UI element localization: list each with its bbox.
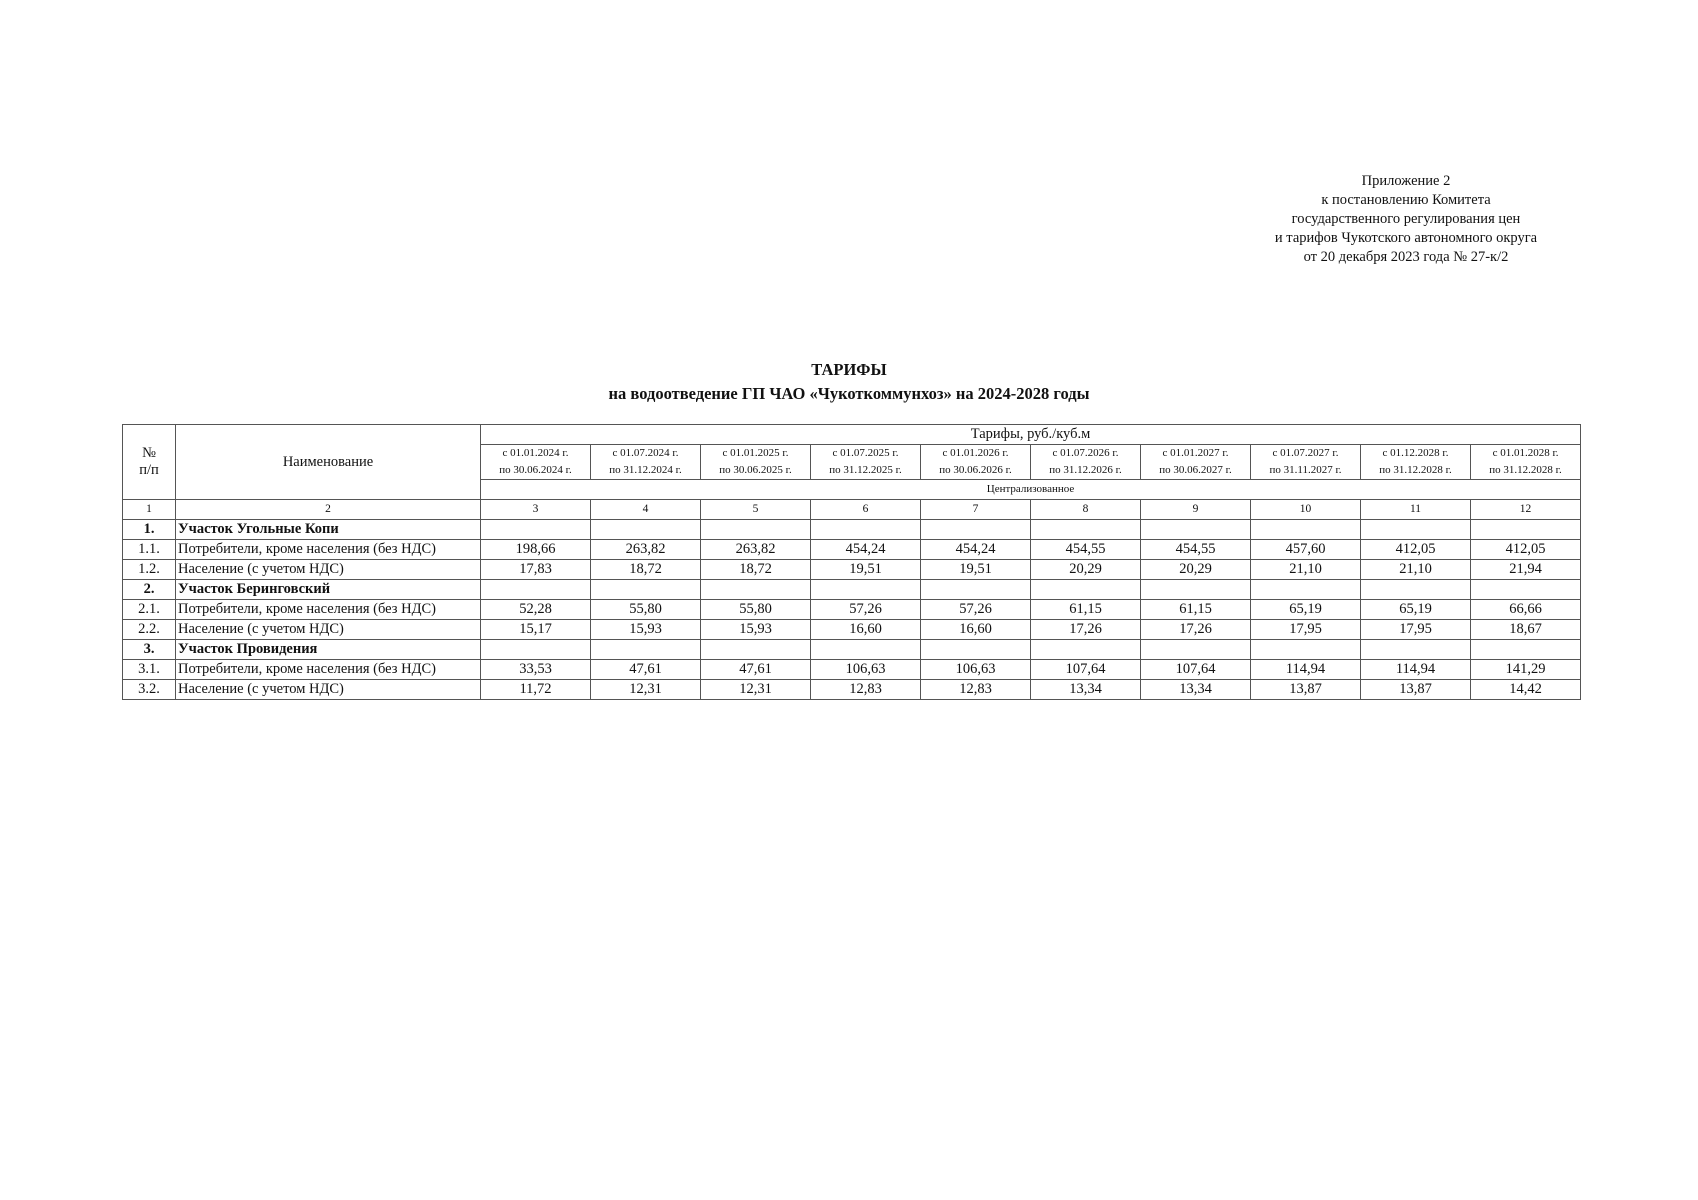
section-number: 3. [123, 640, 176, 660]
tariff-value: 13,34 [1141, 680, 1251, 700]
tariff-value: 12,31 [591, 680, 701, 700]
header-period-6 [1031, 445, 1141, 480]
tariff-value: 18,72 [701, 560, 811, 580]
tariff-value: 13,34 [1031, 680, 1141, 700]
period-from: с 01.07.2027 г. [1272, 447, 1339, 459]
tariff-value: 141,29 [1471, 660, 1581, 680]
tariff-value: 19,51 [811, 560, 921, 580]
tariffs-table [122, 424, 1581, 700]
tariff-value: 47,61 [701, 660, 811, 680]
empty-cell [1471, 640, 1581, 660]
tariff-value: 454,24 [921, 540, 1031, 560]
tariff-value: 11,72 [481, 680, 591, 700]
tariff-value: 107,64 [1031, 660, 1141, 680]
tariff-value: 412,05 [1471, 540, 1581, 560]
table-row [123, 620, 1581, 640]
period-to: по 31.12.2028 г. [1489, 464, 1562, 476]
period-to: по 31.12.2025 г. [829, 464, 902, 476]
tariff-value: 15,17 [481, 620, 591, 640]
table-row [123, 660, 1581, 680]
row-number: 3.2. [123, 680, 176, 700]
header-number-abbr: п/п [139, 462, 159, 478]
tariff-value: 454,55 [1031, 540, 1141, 560]
header-period-2 [591, 445, 701, 480]
tariff-value: 16,60 [921, 620, 1031, 640]
section-row [123, 640, 1581, 660]
empty-cell [701, 580, 811, 600]
column-numbers-row [123, 500, 1581, 520]
column-number-4: 4 [591, 500, 701, 520]
row-number: 2.1. [123, 600, 176, 620]
empty-cell [1141, 580, 1251, 600]
period-from: с 01.01.2024 г. [502, 447, 569, 459]
column-number-11: 11 [1361, 500, 1471, 520]
empty-cell [1251, 580, 1361, 600]
table-body [123, 520, 1581, 700]
header-period-9 [1361, 445, 1471, 480]
column-number-10: 10 [1251, 500, 1361, 520]
period-from: с 01.07.2024 г. [612, 447, 679, 459]
tariff-value: 21,94 [1471, 560, 1581, 580]
row-number: 2.2. [123, 620, 176, 640]
column-number-5: 5 [701, 500, 811, 520]
appendix-line: и тарифов Чукотского автономного округа [1274, 230, 1538, 246]
row-name: Население (с учетом НДС) [176, 560, 481, 580]
tariff-value: 457,60 [1251, 540, 1361, 560]
tariff-value: 198,66 [481, 540, 591, 560]
tariff-value: 106,63 [921, 660, 1031, 680]
tariff-value: 12,83 [921, 680, 1031, 700]
period-to: по 31.12.2026 г. [1049, 464, 1122, 476]
period-to: по 31.11.2027 г. [1269, 464, 1342, 476]
tariff-value: 47,61 [591, 660, 701, 680]
empty-cell [1141, 520, 1251, 540]
tariff-value: 263,82 [591, 540, 701, 560]
empty-cell [921, 640, 1031, 660]
tariff-value: 57,26 [921, 600, 1031, 620]
period-to: по 30.06.2024 г. [499, 464, 572, 476]
empty-cell [1361, 640, 1471, 660]
tariff-value: 106,63 [811, 660, 921, 680]
row-number: 1.1. [123, 540, 176, 560]
empty-cell [591, 580, 701, 600]
period-from: с 01.07.2026 г. [1052, 447, 1119, 459]
section-row [123, 580, 1581, 600]
period-to: по 30.06.2025 г. [719, 464, 792, 476]
empty-cell [701, 640, 811, 660]
empty-cell [1471, 520, 1581, 540]
empty-cell [591, 520, 701, 540]
tariff-value: 13,87 [1251, 680, 1361, 700]
header-number [123, 425, 176, 500]
header-period-5 [921, 445, 1031, 480]
period-from: с 01.01.2028 г. [1492, 447, 1559, 459]
column-number-3: 3 [481, 500, 591, 520]
empty-cell [481, 580, 591, 600]
column-number-1: 1 [123, 500, 176, 520]
period-from: с 01.01.2027 г. [1162, 447, 1229, 459]
tariff-value: 66,66 [1471, 600, 1581, 620]
table-row [123, 680, 1581, 700]
appendix-line: от 20 декабря 2023 года № 27-к/2 [1303, 249, 1509, 265]
empty-cell [1031, 640, 1141, 660]
empty-cell [811, 520, 921, 540]
header-tariffs-group: Тарифы, руб./куб.м [481, 425, 1581, 445]
tariff-value: 61,15 [1141, 600, 1251, 620]
tariff-value: 412,05 [1361, 540, 1471, 560]
empty-cell [811, 580, 921, 600]
tariff-value: 114,94 [1251, 660, 1361, 680]
tariff-value: 17,95 [1251, 620, 1361, 640]
period-from: с 01.01.2026 г. [942, 447, 1009, 459]
tariff-value: 55,80 [591, 600, 701, 620]
empty-cell [1251, 640, 1361, 660]
empty-cell [921, 580, 1031, 600]
empty-cell [1031, 520, 1141, 540]
tariff-value: 12,31 [701, 680, 811, 700]
row-name: Население (с учетом НДС) [176, 680, 481, 700]
tariff-value: 17,83 [481, 560, 591, 580]
appendix-line: Приложение 2 [1361, 173, 1451, 189]
table-header [123, 425, 1581, 520]
empty-cell [1361, 520, 1471, 540]
period-to: по 30.06.2027 г. [1159, 464, 1232, 476]
tariff-value: 61,15 [1031, 600, 1141, 620]
header-number-symbol: № [142, 445, 156, 461]
tariff-value: 15,93 [591, 620, 701, 640]
period-from: с 01.12.2028 г. [1382, 447, 1449, 459]
tariff-value: 17,26 [1031, 620, 1141, 640]
row-number: 1.2. [123, 560, 176, 580]
tariff-value: 14,42 [1471, 680, 1581, 700]
header-name: Наименование [176, 425, 481, 500]
header-period-7 [1141, 445, 1251, 480]
tariff-value: 55,80 [701, 600, 811, 620]
empty-cell [701, 520, 811, 540]
header-period-4 [811, 445, 921, 480]
section-name: Участок Угольные Копи [176, 520, 481, 540]
tariff-value: 20,29 [1031, 560, 1141, 580]
section-number: 2. [123, 580, 176, 600]
tariff-value: 263,82 [701, 540, 811, 560]
tariff-value: 65,19 [1361, 600, 1471, 620]
tariff-value: 65,19 [1251, 600, 1361, 620]
section-name: Участок Беринговский [176, 580, 481, 600]
tariff-value: 12,83 [811, 680, 921, 700]
row-number: 3.1. [123, 660, 176, 680]
tariff-value: 17,95 [1361, 620, 1471, 640]
header-centralized: Централизованное [481, 480, 1581, 500]
table-row [123, 600, 1581, 620]
appendix-line: к постановлению Комитета [1321, 192, 1491, 208]
row-name: Потребители, кроме населения (без НДС) [176, 600, 481, 620]
empty-cell [1031, 580, 1141, 600]
row-name: Потребители, кроме населения (без НДС) [176, 660, 481, 680]
tariff-value: 16,60 [811, 620, 921, 640]
column-number-9: 9 [1141, 500, 1251, 520]
period-to: по 31.12.2028 г. [1379, 464, 1452, 476]
tariff-value: 454,55 [1141, 540, 1251, 560]
period-to: по 30.06.2026 г. [939, 464, 1012, 476]
header-period-3 [701, 445, 811, 480]
column-number-12: 12 [1471, 500, 1581, 520]
tariff-value: 107,64 [1141, 660, 1251, 680]
section-name: Участок Провидения [176, 640, 481, 660]
tariff-value: 21,10 [1361, 560, 1471, 580]
period-from: с 01.07.2025 г. [832, 447, 899, 459]
appendix-note [1246, 172, 1566, 267]
tariff-value: 15,93 [701, 620, 811, 640]
column-number-6: 6 [811, 500, 921, 520]
table-row [123, 560, 1581, 580]
section-row [123, 520, 1581, 540]
tariff-value: 13,87 [1361, 680, 1471, 700]
title-line-2: на водоотведение ГП ЧАО «Чукоткоммунхоз» на 2024-2028 годы [608, 384, 1090, 403]
row-name: Потребители, кроме населения (без НДС) [176, 540, 481, 560]
empty-cell [481, 640, 591, 660]
appendix-line: государственного регулирования цен [1291, 211, 1521, 227]
header-period-8 [1251, 445, 1361, 480]
tariff-value: 21,10 [1251, 560, 1361, 580]
column-number-8: 8 [1031, 500, 1141, 520]
tariff-value: 17,26 [1141, 620, 1251, 640]
tariff-value: 18,67 [1471, 620, 1581, 640]
column-number-7: 7 [921, 500, 1031, 520]
tariff-value: 18,72 [591, 560, 701, 580]
tariff-value: 52,28 [481, 600, 591, 620]
table-row [123, 540, 1581, 560]
header-period-1 [481, 445, 591, 480]
empty-cell [1141, 640, 1251, 660]
section-number: 1. [123, 520, 176, 540]
period-from: с 01.01.2025 г. [722, 447, 789, 459]
tariff-value: 57,26 [811, 600, 921, 620]
empty-cell [1251, 520, 1361, 540]
period-to: по 31.12.2024 г. [609, 464, 682, 476]
row-name: Население (с учетом НДС) [176, 620, 481, 640]
document-title [0, 358, 1698, 406]
empty-cell [481, 520, 591, 540]
tariff-value: 114,94 [1361, 660, 1471, 680]
title-line-1: ТАРИФЫ [811, 360, 887, 379]
empty-cell [1471, 580, 1581, 600]
tariff-value: 20,29 [1141, 560, 1251, 580]
header-period-10 [1471, 445, 1581, 480]
empty-cell [1361, 580, 1471, 600]
tariff-value: 19,51 [921, 560, 1031, 580]
tariff-value: 33,53 [481, 660, 591, 680]
empty-cell [921, 520, 1031, 540]
column-number-2: 2 [176, 500, 481, 520]
tariff-value: 454,24 [811, 540, 921, 560]
empty-cell [591, 640, 701, 660]
empty-cell [811, 640, 921, 660]
